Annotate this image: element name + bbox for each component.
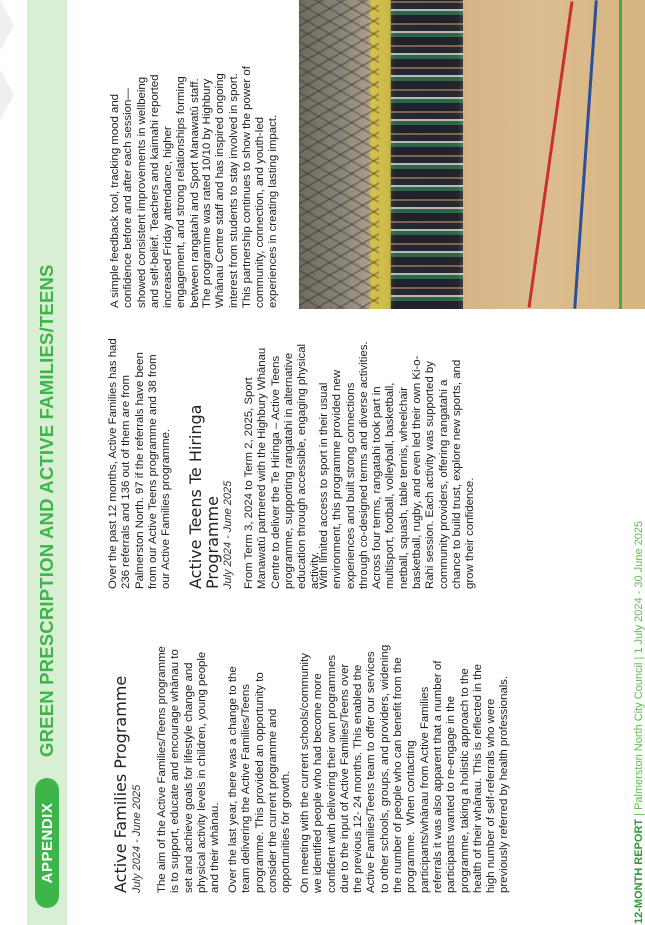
footer (633, 521, 645, 924)
chevron-decoration (0, 55, 14, 135)
paragraph: The programme was rated 10/10 by Highbury Whānau Centre staff and has inspired ongoing interest from students to stay involved in sport. This partnership continues to show the power of community, connection, and youth-led experiences in creating lasting impact. (201, 66, 280, 308)
paragraph: A simple feedback tool, tracking mood and confidence before and after each session— showed consistent improvements in wellbeing and self-belief. Teachers and kaimahi reported increased Friday attendance, higher engagement, and strong relationships forming between rangatahi and Sport Manawatū staff. (109, 74, 201, 308)
paragraph: The aim of the Active Families/Teens programme is to support, educate and encourage whānau to set and achieve goals for lifestyle change and physical activity levels in children, young people and their whānau. (156, 646, 222, 893)
paragraph: From Term 3, 2024 to Term 2, 2025, Sport Manawatū partnered with the Highbury Whānau Centre to deliver the Te Hiringa – Active Teens programme, supporting rangatahi in alternative education through accessible, engaging physical activity. (243, 343, 322, 589)
footer-report-label: 12-MONTH REPORT (633, 818, 645, 924)
active-teens-dates: July 2024 - June 2025 (222, 480, 234, 589)
paragraph: With limited access to sport in their usual environment, this programme provided new experiences and built strong connections through co-designed terms and diverse activities. Across four terms, rangatahi took part in multisport, football, volleyball, basketball, netball, squash, table tennis, wheelchair basketball, rugby, and even led their own Ki-o- Rahi session. Each activity was supported by community providers, offering rangatahi a chance to build trust, explore new sports, and grow their confidence. (318, 341, 477, 589)
paragraph: Over the last year, there was a change to the team delivering the Active Families/Teens programme. This provided an opportunity to consider the current programme and opportunities for growth. (227, 666, 293, 893)
paragraph: On meeting with the current schools/community we identified people who had become more confident with delivering their own programmes due to the input of Active Families/Teens over the previous 12- 24 months. This enabled the Active Families/Teens team to offer our services to other schools, groups, and providers, widening the number of people who can benefit from the programme. When contacting participants/whānau from Active Families referrals it was also apparent that a number of participants wanted to re-engage in the programme, taking a holistic approach to the health of their whānau. This is reflected in the high number of self-referrals who were previously referred by health professionals. (299, 644, 511, 893)
appendix-badge: APPENDIX (35, 778, 59, 908)
photo-ceiling-truss (299, 0, 379, 309)
photo-court-line (573, 0, 598, 308)
photo-court-line (619, 0, 622, 309)
active-families-dates: July 2024 - June 2025 (131, 784, 143, 893)
active-families-heading: Active Families Programme (111, 675, 130, 893)
footer-details: | Palmerston North City Council | 1 July 2024 - 30 June 2025 (633, 520, 645, 819)
photo-group-of-people (391, 0, 463, 309)
referrals-paragraph: Over the past 12 months, Active Families has had 236 referrals and 136 out of them are from Palmerston North. 97 if the referrals have been from our Active Teens programme and 38 from our Active Families programme. (107, 338, 173, 589)
photo-court-line (528, 1, 574, 307)
page-title: GREEN PRESCRIPTION AND ACTIVE FAMILIES/TEENS (36, 264, 57, 757)
active-teens-heading: Active Teens Te Hiringa Programme (186, 404, 222, 589)
group-photo (299, 0, 645, 309)
chevron-decoration (0, 0, 14, 65)
